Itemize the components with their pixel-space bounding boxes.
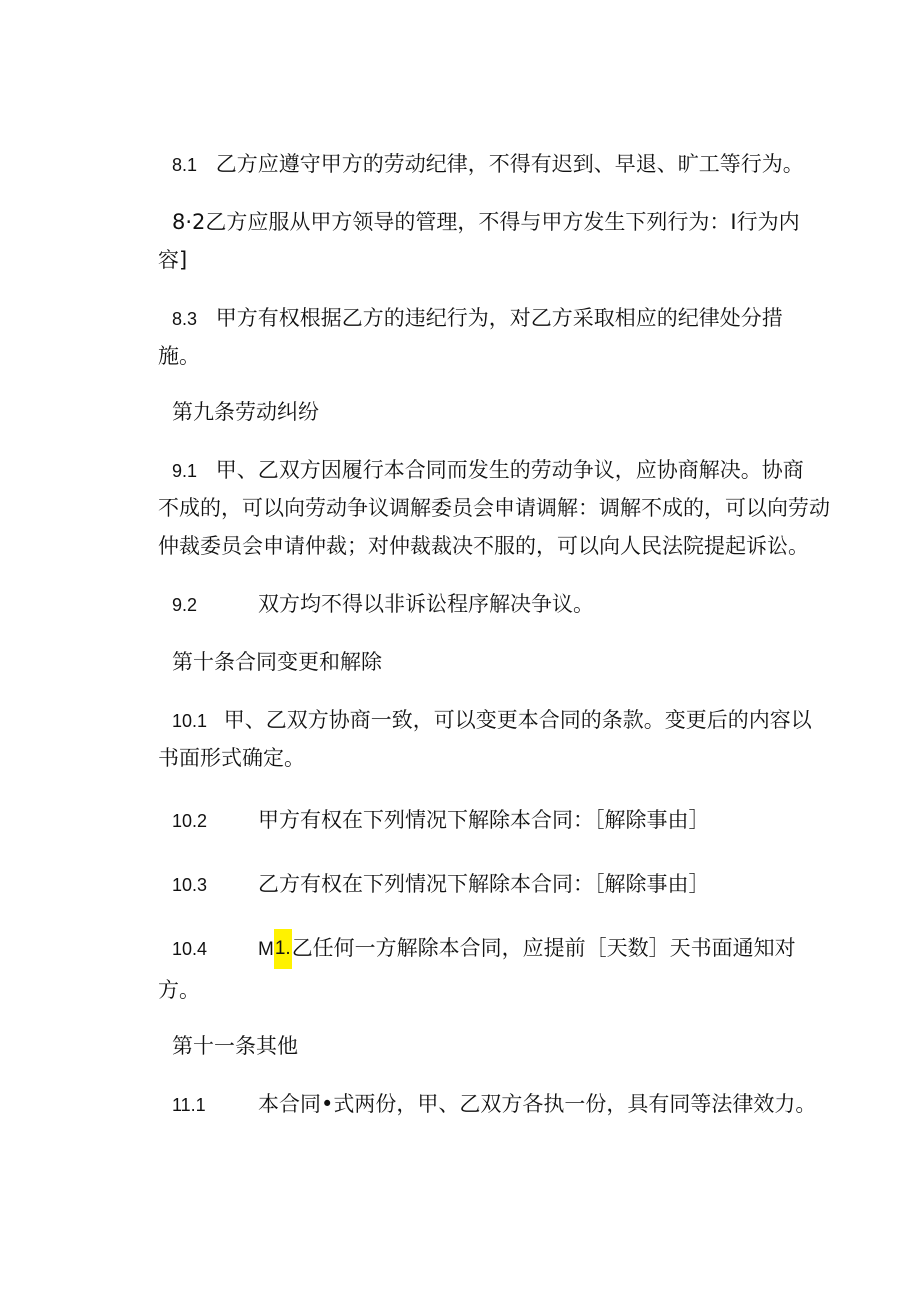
clause-10-1-line-2: 书面形式确定。 — [158, 746, 305, 770]
clause-text: 本合同•式两份，甲、乙双方各执一份，具有同等法律效力。 — [258, 1092, 817, 1116]
clause-10-1-line-1 — [172, 706, 812, 735]
clause-number: 8.3 — [172, 309, 198, 329]
clause-number: 10.1 — [172, 711, 208, 731]
clause-8-2-line-1: 8·2乙方应服从甲方领导的管理，不得与甲方发生下列行为：I行为内 — [172, 210, 800, 234]
clause-10-2 — [172, 806, 710, 835]
clause-text: 甲方有权在下列情况下解除本合同：［解除事由］ — [258, 808, 710, 832]
clause-9-1-line-3: 仲裁委员会申请仲裁；对仲裁裁决不服的，可以向人民法院提起诉讼。 — [158, 534, 809, 558]
clause-text: 双方均不得以非诉讼程序解决争议。 — [258, 592, 594, 616]
clause-9-1-line-2: 不成的，可以向劳动争议调解委员会申请调解：调解不成的，可以向劳动 — [158, 496, 830, 520]
clause-number: 11.1 — [172, 1095, 206, 1115]
clause-8-3-line-1 — [172, 304, 783, 333]
clause-number: 9.2 — [172, 595, 198, 615]
clause-number: 10.3 — [172, 875, 208, 895]
article-11-title: 第十一条其他 — [172, 1034, 298, 1058]
clause-8-3-line-2: 施。 — [158, 344, 200, 368]
clause-8-1 — [172, 150, 804, 179]
clause-8-2-line-2: 容] — [158, 248, 188, 272]
ocr-prefix: M — [258, 939, 274, 960]
clause-number: 10.4 — [172, 939, 208, 959]
clause-text: 乙方有权在下列情况下解除本合同：［解除事由］ — [258, 872, 710, 896]
clause-number: 9.1 — [172, 461, 198, 481]
clause-9-2 — [172, 590, 594, 619]
clause-text: 甲方有权根据乙方的违纪行为，对乙方采取相应的纪律处分措 — [215, 306, 783, 330]
clause-text: 甲、乙双方因履行本合同而发生的劳动争议，应协商解决。协商 — [215, 458, 804, 482]
clause-text: 乙方应遵守甲方的劳动纪律，不得有迟到、早退、旷工等行为。 — [215, 152, 804, 176]
highlighted-marker: 1. — [274, 929, 292, 969]
clause-11-1 — [172, 1090, 816, 1119]
clause-10-4-line-1 — [172, 928, 796, 970]
clause-9-1-line-1 — [172, 456, 804, 485]
clause-text: 乙任何一方解除本合同，应提前［天数］天书面通知对 — [291, 936, 796, 960]
clause-10-4-line-2: 方。 — [158, 978, 200, 1002]
clause-number: 8.1 — [172, 155, 198, 175]
article-10-title: 第十条合同变更和解除 — [172, 650, 382, 674]
clause-10-3 — [172, 870, 710, 899]
article-9-title: 第九条劳动纠纷 — [172, 400, 319, 424]
clause-number: 10.2 — [172, 811, 208, 831]
clause-text: 甲、乙双方协商一致，可以变更本合同的条款。变更后的内容以 — [223, 708, 812, 732]
